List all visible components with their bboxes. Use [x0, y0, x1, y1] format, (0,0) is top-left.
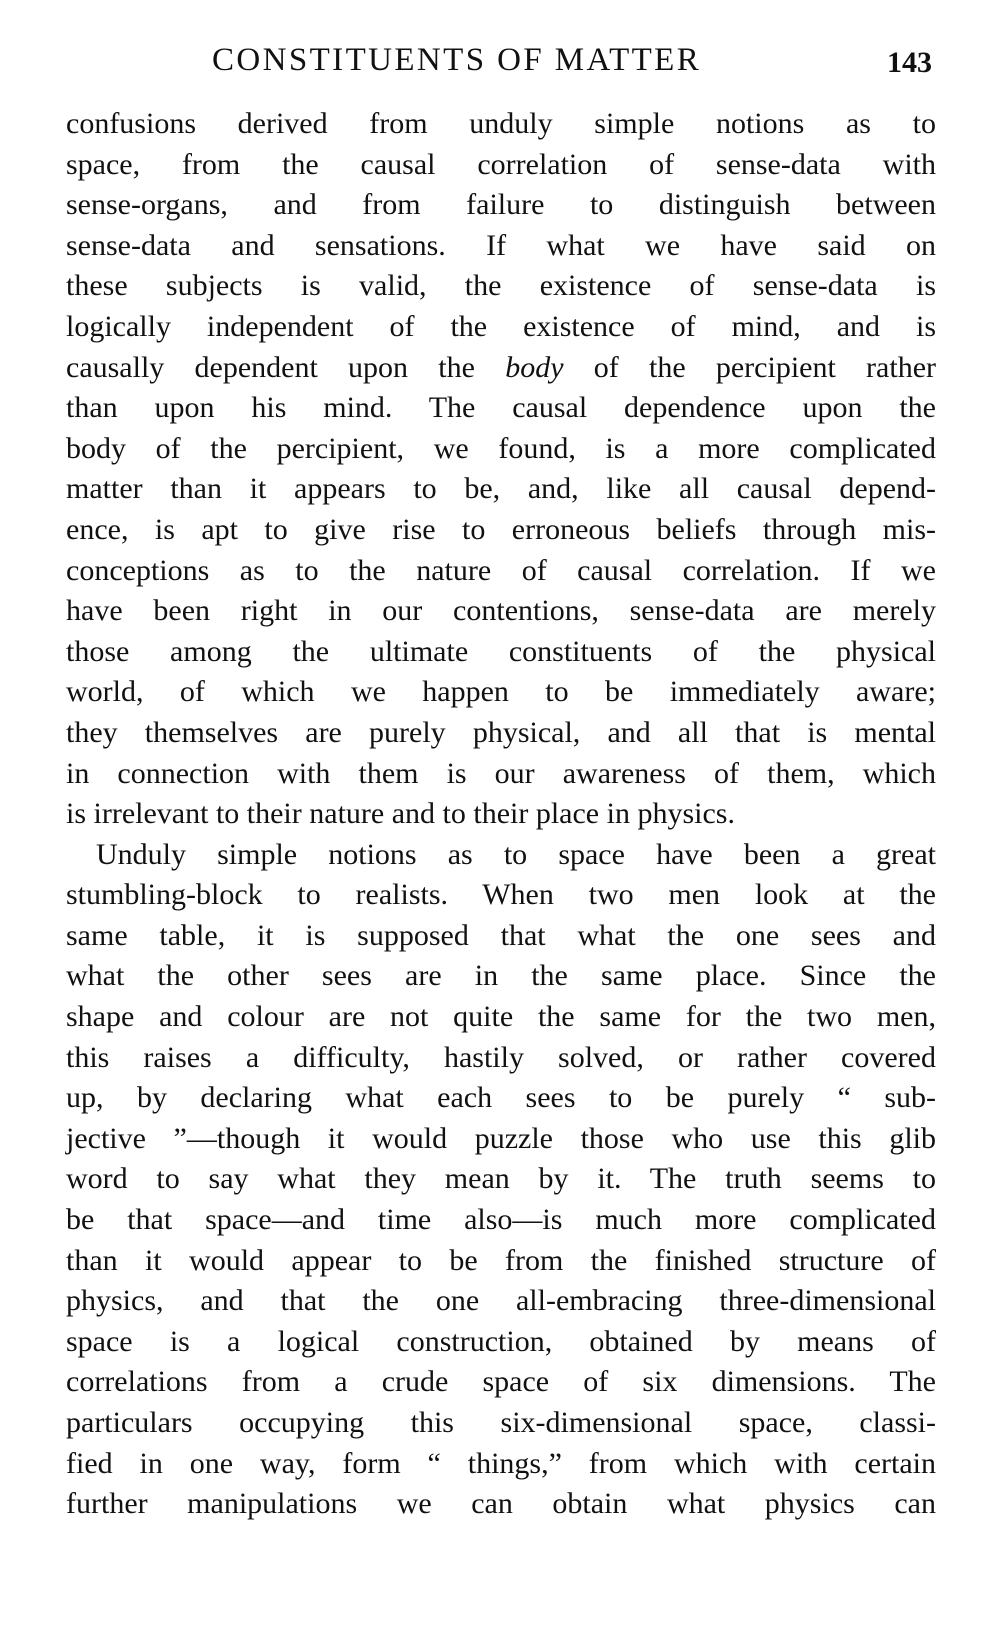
- text-line: is irrelevant to their nature and to their place in physics.: [66, 797, 735, 831]
- paragraph: [66, 835, 936, 1525]
- text-line: stumbling-block to realists. When two men look at the: [66, 878, 936, 912]
- text-line: confusions derived from unduly simple notions as to: [66, 107, 936, 140]
- text-line: be that space—and time also—is much more complicated: [66, 1203, 936, 1237]
- text-line: same table, it is supposed that what the one sees and: [66, 918, 936, 952]
- running-head: [66, 40, 936, 90]
- text-line: up, by declaring what each sees to be purely “ sub-: [66, 1081, 936, 1115]
- text-line: ence, is apt to give rise to erroneous beliefs through mis-: [66, 512, 936, 546]
- emphasized-word: body: [505, 350, 564, 384]
- text-line: than it would appear to be from the finished structure of: [66, 1243, 936, 1277]
- body-text: [66, 104, 936, 1525]
- text-line: Unduly simple notions as to space have been a great: [96, 837, 936, 871]
- text-line: have been right in our contentions, sense-data are merely: [66, 594, 936, 628]
- text-line: fied in one way, form “ things,” from which with certain: [66, 1446, 936, 1480]
- text-line: those among the ultimate constituents of the physical: [66, 634, 936, 668]
- text-line: matter than it appears to be, and, like all causal depend-: [66, 472, 936, 506]
- text-line: logically independent of the existence of mind, and is: [66, 309, 936, 343]
- text-line: than upon his mind. The causal dependence upon the: [66, 391, 936, 425]
- text-line: causally dependent upon the body of the percipient rather: [66, 350, 936, 384]
- text-line: what the other sees are in the same place. Since the: [66, 959, 936, 993]
- text-line: particulars occupying this six-dimensional space, classi-: [66, 1406, 936, 1439]
- text-line: world, of which we happen to be immediately aware;: [66, 675, 936, 709]
- text-line: this raises a difficulty, hastily solved, or rather covered: [66, 1040, 936, 1074]
- text-line: space, from the causal correlation of sense-data with: [66, 147, 936, 181]
- text-line: in connection with them is our awareness of them, which: [66, 756, 936, 790]
- text-line: sense-data and sensations. If what we have said on: [66, 228, 936, 262]
- text-line: physics, and that the one all-embracing three-dimensional: [66, 1284, 936, 1318]
- text-line: further manipulations we can obtain what physics can: [66, 1487, 936, 1521]
- text-line: sense-organs, and from failure to distinguish between: [66, 188, 936, 222]
- text-line: correlations from a crude space of six dimensions. The: [66, 1365, 936, 1399]
- text-line: body of the percipient, we found, is a more complicated: [66, 431, 936, 465]
- page-number: 143: [887, 46, 932, 79]
- running-title: CONSTITUENTS OF MATTER: [212, 42, 702, 78]
- text-line: word to say what they mean by it. The truth seems to: [66, 1162, 936, 1196]
- text-line: they themselves are purely physical, and all that is mental: [66, 715, 936, 749]
- text-line: jective ”—though it would puzzle those who use this glib: [66, 1121, 936, 1155]
- paragraph: [66, 104, 936, 835]
- text-line: shape and colour are not quite the same for the two men,: [66, 1000, 936, 1034]
- text-line: conceptions as to the nature of causal correlation. If we: [66, 553, 936, 587]
- text-line: these subjects is valid, the existence of sense-data is: [66, 269, 936, 303]
- text-line: space is a logical construction, obtained by means of: [66, 1324, 936, 1358]
